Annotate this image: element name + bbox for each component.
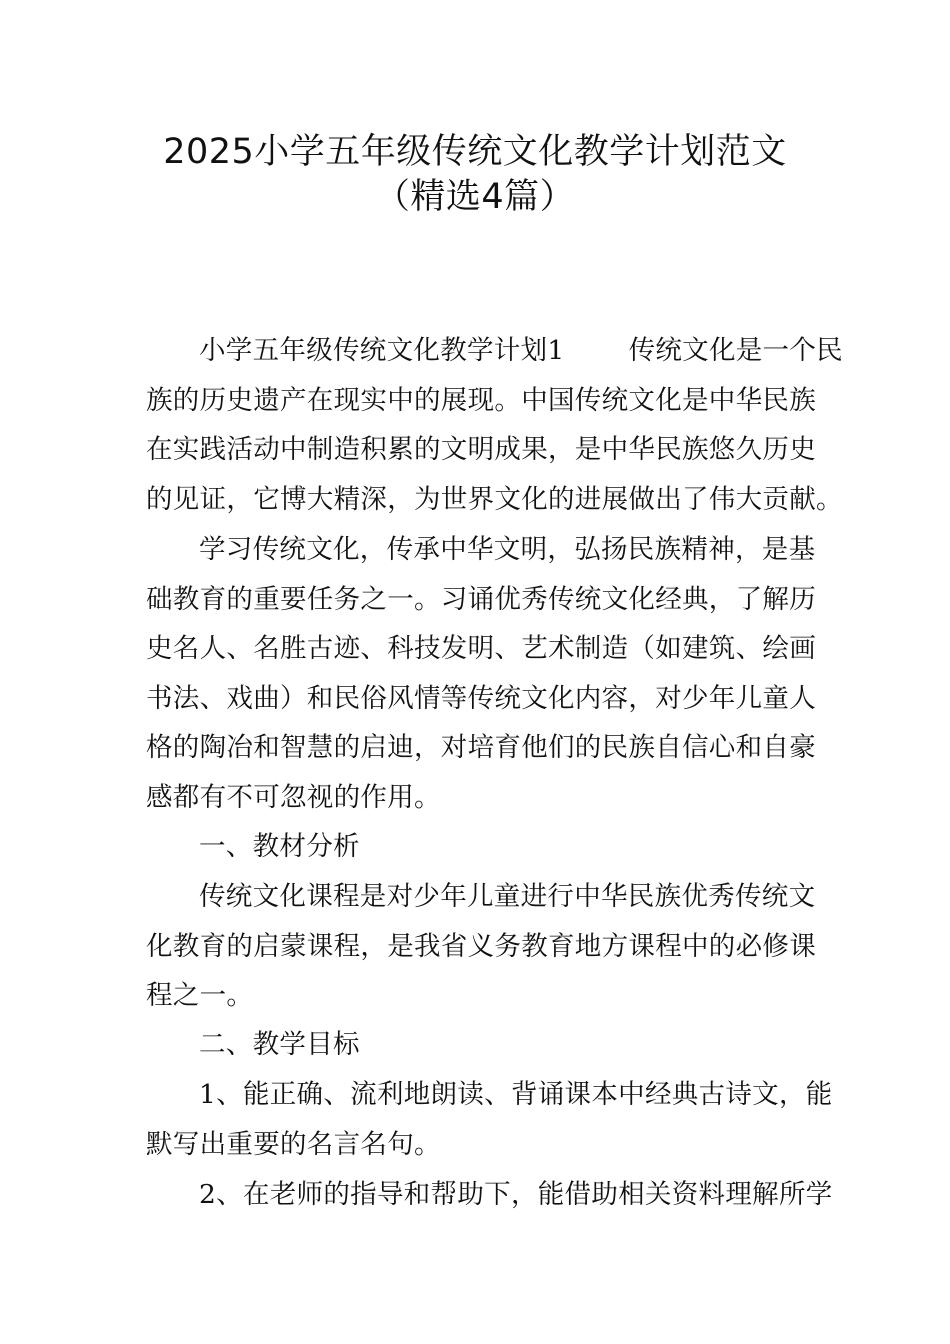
section-heading-goals (146, 1020, 806, 1070)
paragraph-line: 2、在老师的指导和帮助下，能借助相关资料理解所学 (199, 1179, 833, 1210)
paragraph-line: 书法、戏曲）和民俗风情等传统文化内容，对少年儿童人 (146, 682, 816, 714)
heading-text: 一、教材分析 (199, 831, 360, 862)
paragraph-line: 程之一。 (146, 980, 254, 1011)
paragraph-line: 础教育的重要任务之一。习诵优秀传统文化经典，了解历 (146, 583, 816, 615)
paragraph-goal-1 (146, 1070, 833, 1169)
paragraph-line: 传统文化课程是对少年儿童进行中华民族优秀传统文 (199, 881, 816, 912)
paragraph-materials (146, 872, 816, 1021)
paragraph-line: 的见证，它博大精深，为世界文化的进展做出了伟大贡献。 (146, 483, 843, 515)
paragraph-line: 默写出重要的名言名句。 (146, 1128, 441, 1160)
paragraph-line: 格的陶冶和智慧的启迪，对培育他们的民族自信心和自豪 (146, 732, 816, 763)
paragraph-line-text: 传统文化是一个民 (628, 335, 843, 366)
paragraph-line: 史名人、名胜古迹、科技发明、艺术制造（如建筑、绘画 (146, 633, 816, 664)
paragraph-line: 1、能正确、流利地朗读、背诵课本中经典古诗文，能 (199, 1079, 833, 1110)
section-label: 小学五年级传统文化教学计划1 (199, 335, 565, 366)
paragraph-line: 族的历史遗产在现实中的展现。中国传统文化是中华民族 (146, 384, 816, 416)
paragraph-goal-2 (146, 1170, 833, 1220)
paragraph-line: 感都有不可忽视的作用。 (146, 781, 441, 813)
document-title-line-1: 2025小学五年级传统文化教学计划范文 (163, 132, 787, 172)
paragraph-learning (146, 525, 816, 822)
paragraph-line: 学习传统文化，传承中华文明，弘扬民族精神，是基 (199, 534, 816, 565)
paragraph-intro (146, 326, 843, 524)
document-title-line-2: （精选4篇） (374, 177, 576, 217)
heading-text: 二、教学目标 (199, 1029, 360, 1060)
paragraph-line (146, 326, 843, 376)
section-heading-materials (146, 822, 806, 872)
paragraph-line: 在实践活动中制造积累的文明成果，是中华民族悠久历史 (146, 434, 816, 465)
paragraph-line: 化教育的启蒙课程，是我省义务教育地方课程中的必修课 (146, 930, 816, 962)
